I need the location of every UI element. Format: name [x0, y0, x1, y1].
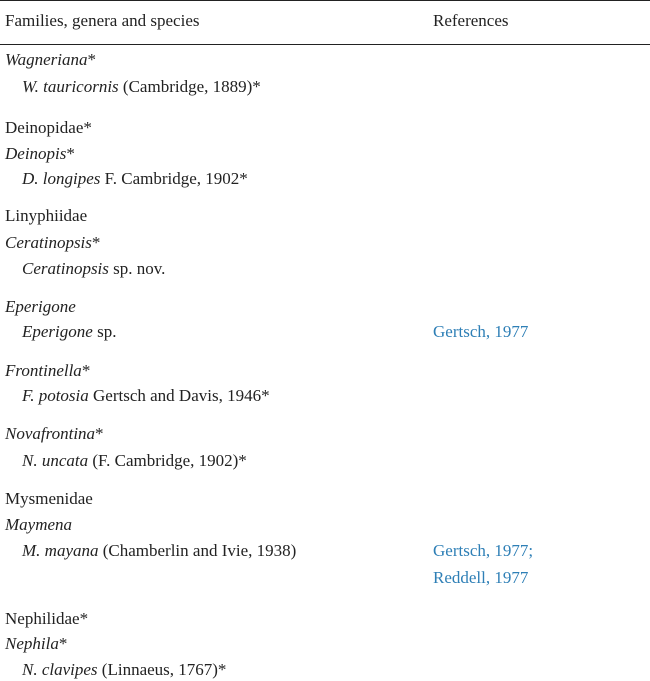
species-entry [22, 385, 270, 407]
header-families: Families, genera and species [5, 11, 200, 30]
taxon-text: (Chamberlin and Ivie, 1938) [98, 541, 297, 560]
reference-link[interactable]: Reddell, 1977 [433, 568, 529, 587]
header-references: References [433, 11, 509, 30]
table-header-rule [0, 44, 650, 45]
taxon-name-italic: Nephila [5, 634, 59, 653]
table-top-rule [0, 0, 650, 1]
reference-link[interactable]: Gertsch, 1977 [433, 322, 529, 341]
taxon-text: Gertsch and Davis, 1946* [88, 386, 270, 405]
species-entry [22, 76, 261, 98]
taxon-text: * [95, 424, 104, 443]
taxon-heading [5, 360, 90, 382]
taxon-heading [5, 633, 67, 655]
taxon-name-italic: W. tauricornis [22, 77, 119, 96]
taxon-name-italic: F. potosia [22, 386, 89, 405]
species-entry [22, 168, 248, 190]
taxon-heading [5, 232, 100, 254]
taxon-name-italic: Eperigone [22, 322, 93, 341]
taxon-heading [5, 423, 104, 445]
taxon-name-italic: Wagneriana [5, 50, 88, 69]
taxon-text: sp. nov. [108, 259, 166, 278]
taxon-text: Mysmenidae [5, 489, 93, 508]
taxon-heading [5, 143, 75, 165]
taxon-text: * [58, 634, 68, 653]
taxon-name-italic: Maymena [5, 515, 73, 534]
taxon-text: (F. Cambridge, 1902)* [88, 451, 247, 470]
taxon-text: (Linnaeus, 1767)* [97, 660, 227, 679]
taxon-name-italic: Ceratinopsis [5, 233, 92, 252]
species-entry [22, 540, 296, 562]
taxon-name-italic: Ceratinopsis [22, 259, 109, 278]
taxon-name-italic: M. mayana [22, 541, 99, 560]
species-entry [22, 450, 247, 472]
species-entry [22, 258, 165, 280]
taxon-name-italic: Eperigone [5, 297, 76, 316]
taxon-text: F. Cambridge, 1902* [100, 169, 248, 188]
taxon-name-italic: D. longipes [22, 169, 101, 188]
taxon-name-italic: N. clavipes [22, 660, 98, 679]
taxon-name-italic: Frontinella [5, 361, 82, 380]
taxon-text: * [81, 361, 91, 380]
taxon-name-italic: N. uncata [22, 451, 89, 470]
species-entry [22, 321, 116, 343]
taxon-name-italic: Novafrontina [5, 424, 96, 443]
taxon-text: sp. [92, 322, 117, 341]
taxon-text: Linyphiidae [5, 206, 88, 225]
taxon-text: Nephilidae* [5, 609, 89, 628]
taxon-text: Deinopidae* [5, 118, 92, 137]
taxon-text: * [91, 233, 101, 252]
taxon-text: (Cambridge, 1889)* [118, 77, 261, 96]
taxon-heading [5, 296, 76, 318]
taxon-heading [5, 117, 92, 139]
taxon-heading [5, 488, 93, 510]
taxon-heading [5, 608, 88, 630]
reference-link[interactable]: Gertsch, 1977; [433, 541, 534, 560]
taxon-text: * [87, 50, 96, 69]
taxon-heading [5, 205, 87, 227]
taxon-heading [5, 514, 72, 536]
taxon-heading [5, 49, 96, 71]
taxon-text: * [66, 144, 75, 163]
taxon-name-italic: Deinopis [5, 144, 67, 163]
